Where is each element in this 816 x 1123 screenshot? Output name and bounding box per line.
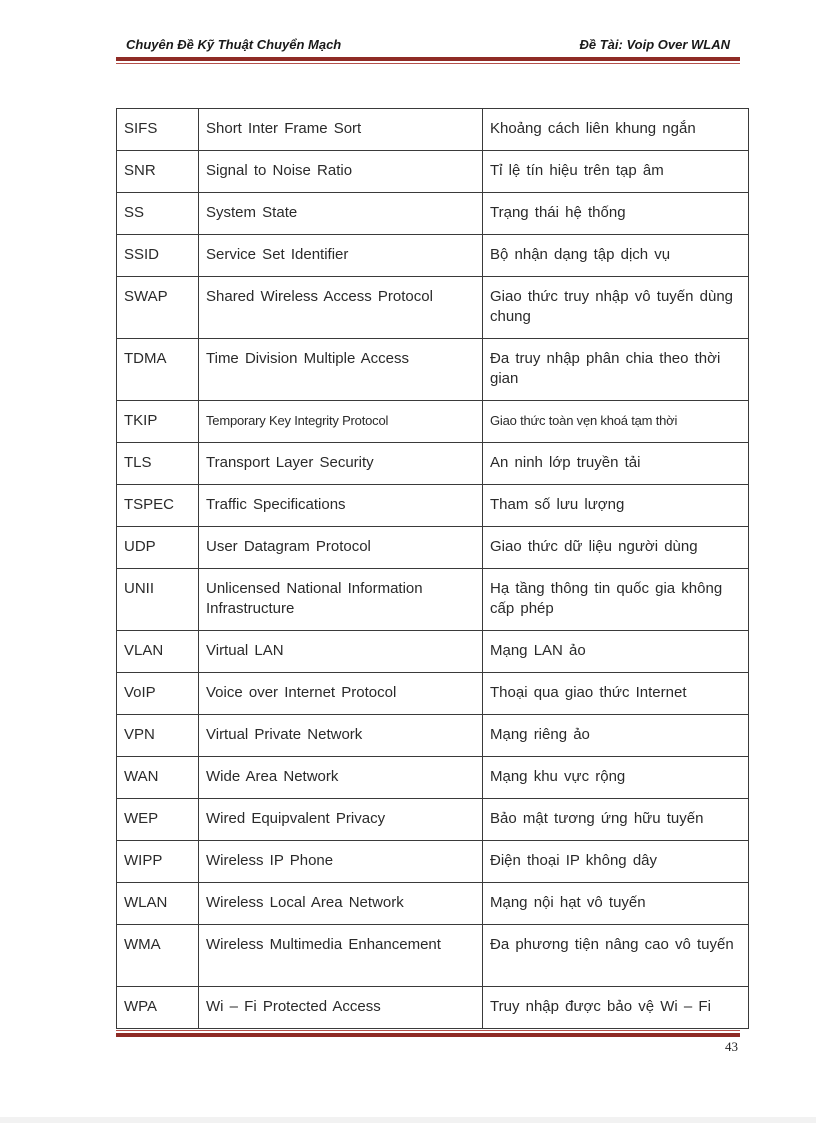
vietnamese-term-cell: Hạ tầng thông tin quốc gia không cấp phép <box>483 569 749 631</box>
page-number: 43 <box>725 1039 738 1054</box>
vietnamese-term-cell: Bảo mật tương ứng hữu tuyến <box>483 799 749 841</box>
vietnamese-term-cell: Thoại qua giao thức Internet <box>483 673 749 715</box>
english-term-cell: Unlicensed National Information Infrastructure <box>199 569 483 631</box>
abbr-cell: WIPP <box>117 841 199 883</box>
english-term-cell: User Datagram Protocol <box>199 527 483 569</box>
english-term-cell: Short Inter Frame Sort <box>199 109 483 151</box>
english-term-cell: Voice over Internet Protocol <box>199 673 483 715</box>
abbr-cell: WMA <box>117 925 199 987</box>
abbr-cell: VoIP <box>117 673 199 715</box>
header-rule-thin <box>116 63 740 64</box>
footer-rule-thick <box>116 1033 740 1037</box>
english-term-cell: Temporary Key Integrity Protocol <box>199 401 483 443</box>
table-row <box>117 799 749 841</box>
abbr-cell: VLAN <box>117 631 199 673</box>
table-row <box>117 277 749 339</box>
vietnamese-term-cell: Mạng LAN ảo <box>483 631 749 673</box>
english-term-cell: System State <box>199 193 483 235</box>
table-row <box>117 485 749 527</box>
english-term-cell: Transport Layer Security <box>199 443 483 485</box>
vietnamese-term-cell: Khoảng cách liên khung ngắn <box>483 109 749 151</box>
english-term-cell: Traffic Specifications <box>199 485 483 527</box>
vietnamese-term-cell: Bộ nhận dạng tập dịch vụ <box>483 235 749 277</box>
english-term-cell: Wide Area Network <box>199 757 483 799</box>
english-term-cell: Virtual LAN <box>199 631 483 673</box>
english-term-cell: Signal to Noise Ratio <box>199 151 483 193</box>
abbr-cell: WEP <box>117 799 199 841</box>
table-row <box>117 235 749 277</box>
vietnamese-term-cell: An ninh lớp truyền tải <box>483 443 749 485</box>
vietnamese-term-cell: Giao thức truy nhập vô tuyến dùng chung <box>483 277 749 339</box>
table-row <box>117 883 749 925</box>
abbr-cell: WAN <box>117 757 199 799</box>
header-left-title: Chuyên Đề Kỹ Thuật Chuyển Mạch <box>126 37 342 52</box>
header-right-title: Đề Tài: Voip Over WLAN <box>579 37 730 52</box>
footer-rule-thin <box>116 1030 740 1031</box>
header-rule-thick <box>116 57 740 61</box>
english-term-cell: Wireless Local Area Network <box>199 883 483 925</box>
abbr-cell: SNR <box>117 151 199 193</box>
table-row <box>117 631 749 673</box>
vietnamese-term-cell: Giao thức toàn vẹn khoá tạm thời <box>483 401 749 443</box>
english-term-cell: Wireless Multimedia Enhancement <box>199 925 483 987</box>
english-term-cell: Time Division Multiple Access <box>199 339 483 401</box>
vietnamese-term-cell: Đa truy nhập phân chia theo thời gian <box>483 339 749 401</box>
abbr-cell: TKIP <box>117 401 199 443</box>
abbr-cell: SIFS <box>117 109 199 151</box>
vietnamese-term-cell: Mạng nội hạt vô tuyến <box>483 883 749 925</box>
table-row <box>117 339 749 401</box>
vietnamese-term-cell: Tham số lưu lượng <box>483 485 749 527</box>
abbr-cell: UDP <box>117 527 199 569</box>
page-bottom-edge <box>0 1117 816 1123</box>
abbr-cell: SSID <box>117 235 199 277</box>
abbr-cell: VPN <box>117 715 199 757</box>
abbr-cell: SWAP <box>117 277 199 339</box>
table-row <box>117 987 749 1029</box>
abbr-cell: TSPEC <box>117 485 199 527</box>
table-row <box>117 757 749 799</box>
abbr-cell: SS <box>117 193 199 235</box>
abbr-cell: UNII <box>117 569 199 631</box>
table-row <box>117 841 749 883</box>
abbr-cell: WPA <box>117 987 199 1029</box>
table-row <box>117 401 749 443</box>
english-term-cell: Service Set Identifier <box>199 235 483 277</box>
table-row <box>117 109 749 151</box>
table-row <box>117 193 749 235</box>
vietnamese-term-cell: Giao thức dữ liệu người dùng <box>483 527 749 569</box>
vietnamese-term-cell: Đa phương tiện nâng cao vô tuyến <box>483 925 749 987</box>
abbreviation-table <box>116 108 749 1029</box>
table-row <box>117 151 749 193</box>
vietnamese-term-cell: Mạng riêng ảo <box>483 715 749 757</box>
vietnamese-term-cell: Trạng thái hệ thống <box>483 193 749 235</box>
table-row <box>117 569 749 631</box>
vietnamese-term-cell: Truy nhập được bảo vệ Wi – Fi <box>483 987 749 1029</box>
english-term-cell: Wireless IP Phone <box>199 841 483 883</box>
english-term-cell: Wi – Fi Protected Access <box>199 987 483 1029</box>
vietnamese-term-cell: Điện thoại IP không dây <box>483 841 749 883</box>
vietnamese-term-cell: Mạng khu vực rộng <box>483 757 749 799</box>
abbr-cell: TDMA <box>117 339 199 401</box>
table-row <box>117 527 749 569</box>
table-row <box>117 715 749 757</box>
english-term-cell: Virtual Private Network <box>199 715 483 757</box>
english-term-cell: Wired Equipvalent Privacy <box>199 799 483 841</box>
english-term-cell: Shared Wireless Access Protocol <box>199 277 483 339</box>
table-row <box>117 925 749 987</box>
table-row <box>117 443 749 485</box>
abbr-cell: WLAN <box>117 883 199 925</box>
vietnamese-term-cell: Tỉ lệ tín hiệu trên tạp âm <box>483 151 749 193</box>
abbr-cell: TLS <box>117 443 199 485</box>
table-row <box>117 673 749 715</box>
